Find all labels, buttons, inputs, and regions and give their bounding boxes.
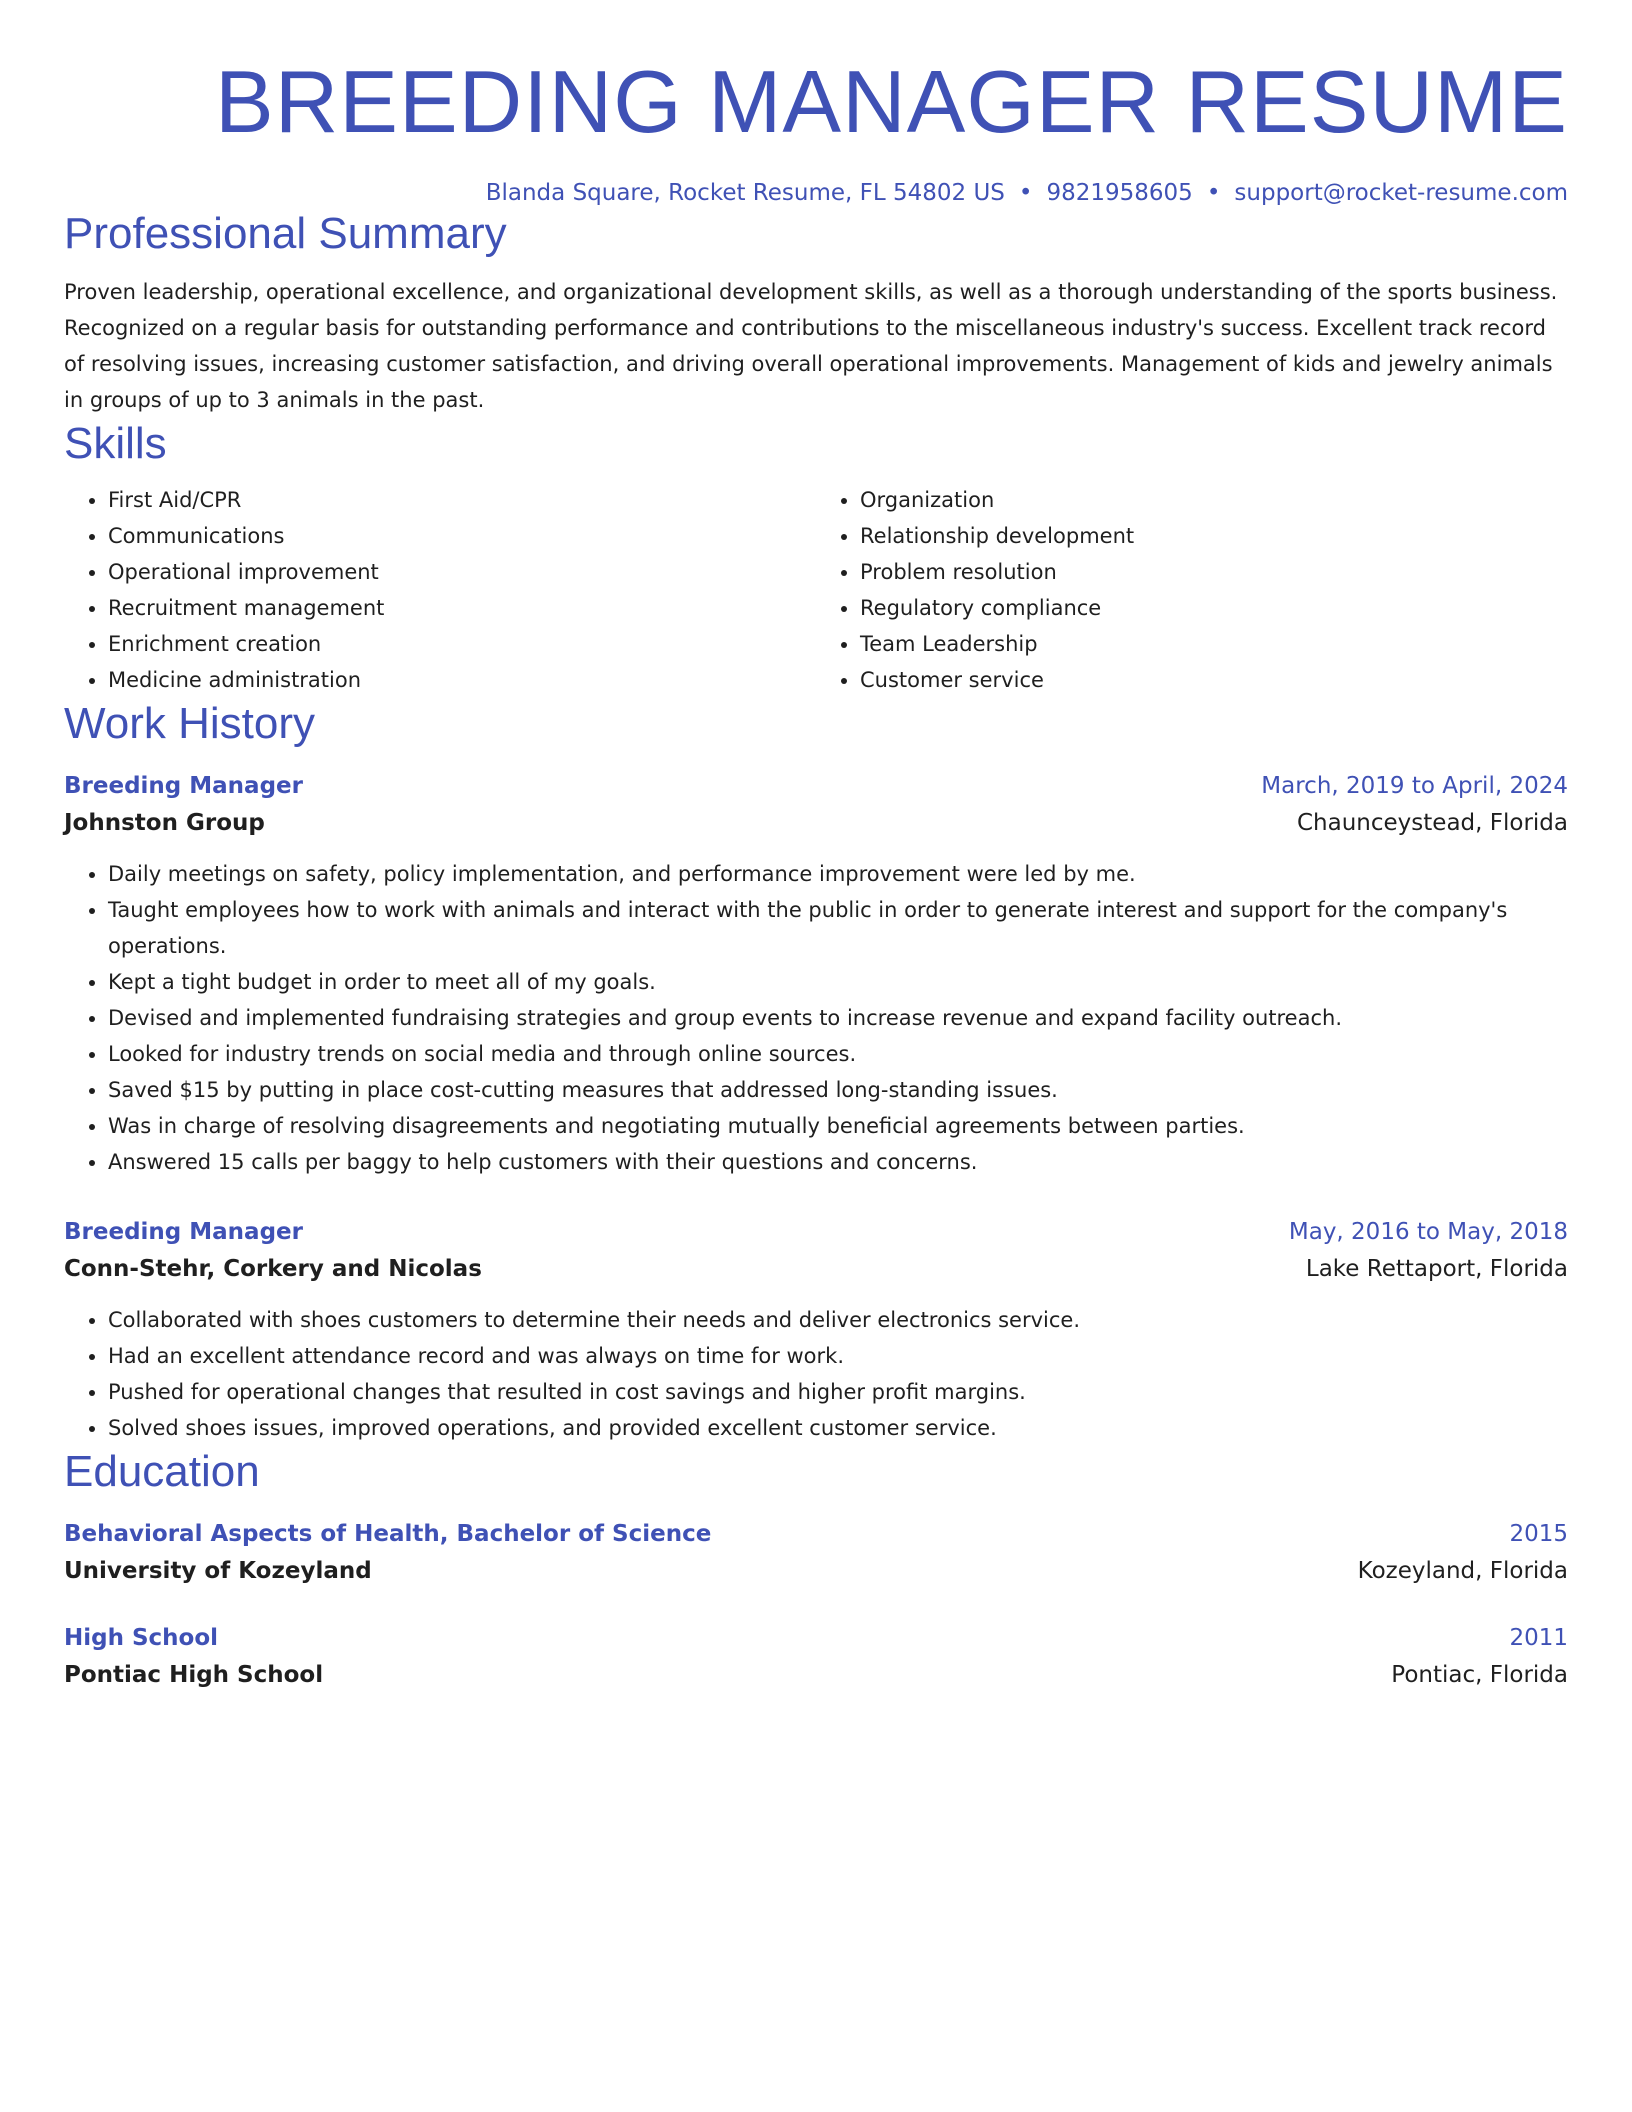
education-subheader: [64, 1656, 1568, 1694]
skill-item: • Recruitment management: [108, 590, 816, 626]
skill-item: • Enrichment creation: [108, 626, 816, 662]
education-location: Kozeyland, Florida: [1357, 1558, 1568, 1584]
skills-heading: Skills: [64, 419, 167, 468]
education-year: 2011: [1509, 1625, 1568, 1651]
education-entry: [64, 1620, 1568, 1694]
skill-item: • Communications: [108, 518, 816, 554]
education-school: Pontiac High School: [64, 1662, 324, 1688]
job-bullet: • Daily meetings on safety, policy implementation, and performance improvement were led by me.: [108, 856, 1568, 892]
skill-item: • Customer service: [860, 662, 1568, 698]
job-bullet: • Answered 15 calls per baggy to help customers with their questions and concerns.: [108, 1144, 1568, 1180]
education-year: 2015: [1509, 1521, 1568, 1547]
job-subheader: [64, 804, 1568, 842]
job-bullet: • Pushed for operational changes that resulted in cost savings and higher profit margins.: [108, 1374, 1568, 1410]
job-bullet: • Devised and implemented fundraising strategies and group events to increase revenue and expand facility outreach.: [108, 1000, 1568, 1036]
job-title: Breeding Manager: [64, 1219, 303, 1245]
job-bullet: • Saved $15 by putting in place cost-cutting measures that addressed long-standing issues.: [108, 1072, 1568, 1108]
job-bullet: • Kept a tight budget in order to meet all of my goals.: [108, 964, 1568, 1000]
job-bullet: • Was in charge of resolving disagreements and negotiating mutually beneficial agreements between parties.: [108, 1108, 1568, 1144]
skill-item: • Problem resolution: [860, 554, 1568, 590]
education-entry: [64, 1516, 1568, 1590]
contact-line: [64, 178, 1568, 208]
job-bullet: • Collaborated with shoes customers to determine their needs and deliver electronics service.: [108, 1302, 1568, 1338]
education-school: University of Kozeyland: [64, 1558, 372, 1584]
skill-item: • Organization: [860, 482, 1568, 518]
skill-item: • Medicine administration: [108, 662, 816, 698]
contact-separator: •: [1206, 180, 1221, 206]
skill-item: • Operational improvement: [108, 554, 816, 590]
education-heading: Education: [64, 1447, 260, 1496]
job-entry: [64, 1214, 1568, 1446]
skills-column-left: [64, 482, 816, 698]
job-bullet: • Solved shoes issues, improved operations, and provided excellent customer service.: [108, 1410, 1568, 1446]
job-title: Breeding Manager: [64, 773, 303, 799]
contact-email: support@rocket-resume.com: [1234, 180, 1568, 206]
summary-heading: Professional Summary: [64, 209, 507, 258]
work-history-heading: Work History: [64, 699, 315, 748]
skill-item: • Relationship development: [860, 518, 1568, 554]
job-dates: May, 2016 to May, 2018: [1288, 1219, 1568, 1245]
contact-address: Blanda Square, Rocket Resume, FL 54802 US: [485, 180, 1005, 206]
job-header: [64, 1214, 1568, 1250]
job-bullets: [64, 856, 1568, 1180]
contact-separator: •: [1018, 180, 1033, 206]
education-location: Pontiac, Florida: [1391, 1662, 1568, 1688]
summary-text: Proven leadership, operational excellence, and organizational development skills, as well as a thorough understanding of the sports business. Recognized on a regular basis for outstanding performance and contributions to the miscellaneous industry's success. Excellent track record of resolving issues, increasing customer satisfaction, and driving overall operational improvements. Management of kids and jewelry animals in groups of up to 3 animals in the past.: [64, 280, 1558, 412]
education-header: [64, 1516, 1568, 1552]
job-dates: March, 2019 to April, 2024: [1261, 773, 1568, 799]
job-company: Johnston Group: [64, 810, 265, 836]
job-subheader: [64, 1250, 1568, 1288]
education-degree: Behavioral Aspects of Health, Bachelor of Science: [64, 1521, 712, 1547]
education-header: [64, 1620, 1568, 1656]
resume-title: BREEDING MANAGER RESUME: [215, 52, 1568, 151]
job-company: Conn-Stehr, Corkery and Nicolas: [64, 1256, 482, 1282]
job-location: Chaunceystead, Florida: [1297, 810, 1568, 836]
education-subheader: [64, 1552, 1568, 1590]
job-bullets: [64, 1302, 1568, 1446]
education-degree: High School: [64, 1625, 219, 1651]
job-bullet: • Looked for industry trends on social media and through online sources.: [108, 1036, 1568, 1072]
skill-item: • Team Leadership: [860, 626, 1568, 662]
contact-phone: 9821958605: [1046, 180, 1193, 206]
skill-item: • First Aid/CPR: [108, 482, 816, 518]
skill-item: • Regulatory compliance: [860, 590, 1568, 626]
skills-list: [64, 482, 1568, 698]
skills-column-right: [816, 482, 1568, 698]
job-entry: [64, 768, 1568, 1180]
job-bullet: • Taught employees how to work with animals and interact with the public in order to generate interest and support for the company's operations.: [108, 892, 1568, 964]
job-location: Lake Rettaport, Florida: [1305, 1256, 1568, 1282]
job-bullet: • Had an excellent attendance record and was always on time for work.: [108, 1338, 1568, 1374]
job-header: [64, 768, 1568, 804]
